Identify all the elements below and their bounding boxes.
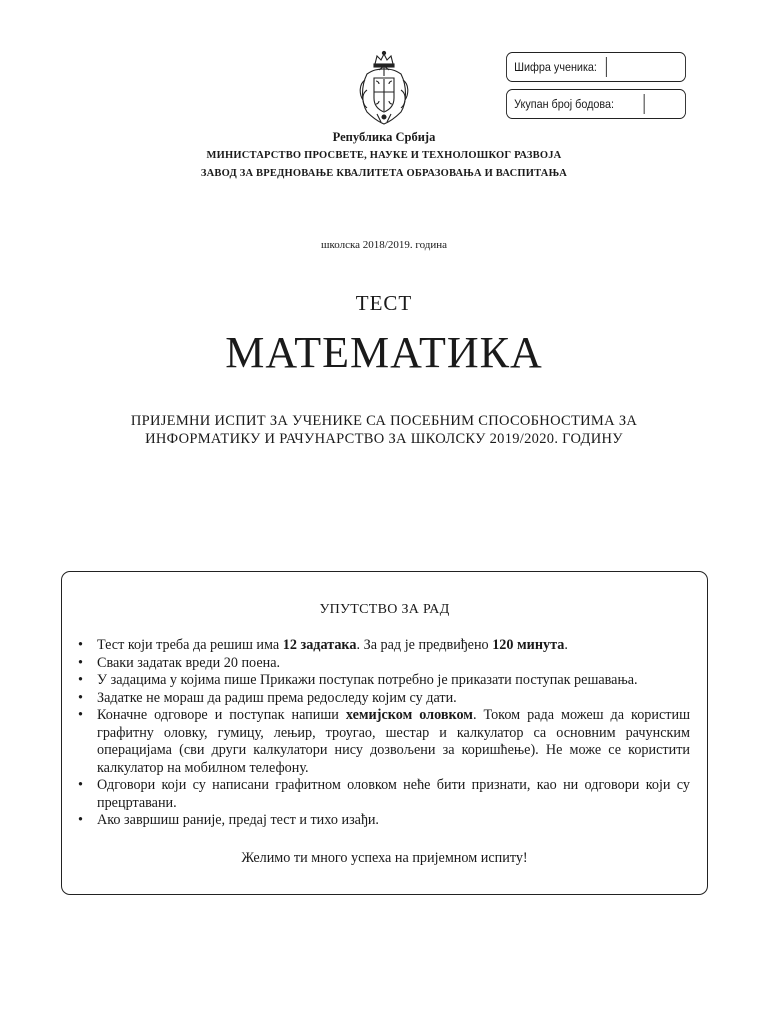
total-points-box [506,89,686,119]
instruction-text: Тест који треба да решиш има [97,637,283,653]
instruction-item [78,655,690,673]
serbian-coat-of-arms-icon [359,50,409,128]
school-year: школска 2018/2019. година [320,239,448,251]
instruction-text: . За рад је предвиђено [356,637,493,653]
pen-requirement: хемијском оловком [345,707,473,723]
instruction-text: Задатке не мораш да радиш према редоследу којим су дати. [97,689,457,706]
total-points-divider [644,94,645,114]
instruction-text: . Током рада можеш да користиш графитну оловку, гумицу, лењир, троугао, шестар и калкулатор са основним рачунским операцијама (сви други калкулатори нису дозвољени за коришћење). Не може се користити калкулатор на мобилном телефону. [97,707,690,776]
instruction-text: Коначне одговоре и поступак напиши [97,707,346,723]
ministry-name: МИНИСТАРСТВО ПРОСВЕТЕ, НАУКЕ И ТЕХНОЛОШКОГ РАЗВОЈА [206,150,562,161]
closing-message: Желимо ти много успеха на пријемном испиту! [241,850,528,866]
instruction-item [78,637,690,655]
exam-description-line: ИНФОРМАТИКУ И РАЧУНАРСТВО ЗА ШКОЛСКУ 2019/2020. ГОДИНУ [145,431,623,447]
student-code-box [506,52,686,82]
instruction-item [78,672,690,690]
instructions-title: УПУТСТВО ЗА РАД [319,602,450,617]
time-limit: 120 минута [492,637,565,653]
exam-description-line: ПРИЈЕМНИ ИСПИТ ЗА УЧЕНИКЕ СА ПОСЕБНИМ СПОСОБНОСТИМА ЗА [130,413,638,429]
instruction-text: Сваки задатак вреди 20 поена. [97,654,281,671]
total-points-label: Укупан број бодова: [514,97,615,111]
instruction-text: Одговори који су написани графитном оловком неће бити признати, као ни одговори који су прецртавани. [97,777,690,811]
institute-name: ЗАВОД ЗА ВРЕДНОВАЊЕ КВАЛИТЕТА ОБРАЗОВАЊА И ВАСПИТАЊА [200,168,568,179]
instructions-box [61,571,708,895]
instruction-item [78,690,690,708]
instruction-text: У задацима у којима пише Прикажи поступак потребно је приказати поступак решавања. [97,672,638,688]
task-count: 12 задатака [282,637,357,653]
test-label: ТЕСТ [355,291,413,315]
instruction-item [78,812,690,830]
instruction-text: Ако завршиш раније, предај тест и тихо изађи. [97,812,379,828]
republic-name: Република Србија [332,130,436,144]
student-code-label: Шифра ученика: [514,60,597,74]
instruction-item [78,777,690,812]
instruction-text: . [564,637,568,653]
instruction-item [78,707,690,777]
subject-title: МАТЕМАТИКА [225,328,543,377]
student-code-input[interactable] [611,56,679,78]
student-code-divider [606,57,607,77]
total-points-input[interactable] [649,93,680,115]
instructions-list [78,637,690,830]
